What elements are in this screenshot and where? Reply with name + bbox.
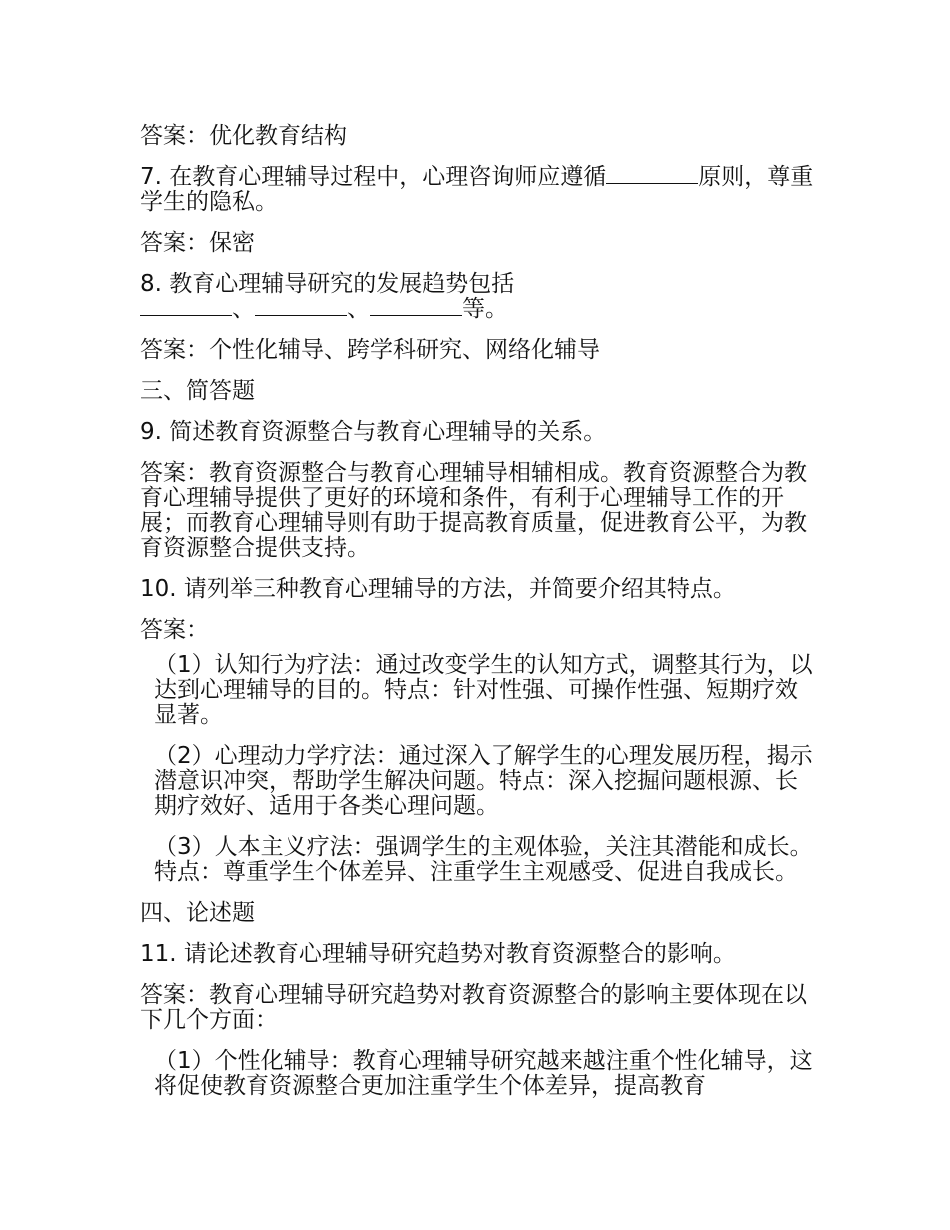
answer-9: 答案：教育资源整合与教育心理辅导相辅相成。教育资源整合为教育心理辅导提供了更好的环境和条件，有利于心理辅导工作的开展；而教育心理辅导则有助于提高教育质量，促进教育公平，为教育资源整合提供支持。 <box>140 460 807 561</box>
question-8 <box>140 272 820 322</box>
answer-11: 答案：教育心理辅导研究趋势对教育资源整合的影响主要体现在以下几个方面： <box>140 982 807 1033</box>
document-page <box>140 124 820 1115</box>
fill-blank <box>370 297 462 316</box>
answer-7: 答案：保密 <box>140 230 255 256</box>
answer-8: 答案：个性化辅导、跨学科研究、网络化辅导 <box>140 337 600 363</box>
question-7-text-end: 原则，尊重学生的隐私。 <box>140 164 814 215</box>
fill-blank <box>140 297 232 316</box>
answer-10-label: 答案： <box>140 617 209 643</box>
fill-blank <box>606 165 698 184</box>
question-9: 9. 简述教育资源整合与教育心理辅导的关系。 <box>140 419 607 445</box>
answer-11-item-1: （1）个性化辅导：教育心理辅导研究越来越注重个性化辅导，这将促使教育资源整合更加注重学生个体差异，提高教育 <box>154 1048 813 1099</box>
question-7 <box>140 165 820 215</box>
answer-10-item-1: （1）认知行为疗法：通过改变学生的认知方式，调整其行为，以达到心理辅导的目的。特点：针对性强、可操作性强、短期疗效显著。 <box>154 652 813 728</box>
question-7-text: 7. 在教育心理辅导过程中，心理咨询师应遵循 <box>140 164 607 190</box>
question-11: 11. 请论述教育心理辅导研究趋势对教育资源整合的影响。 <box>140 941 736 967</box>
separator: 、 <box>232 296 255 322</box>
separator: 、 <box>347 296 370 322</box>
answer-6: 答案：优化教育结构 <box>140 123 347 149</box>
question-8-text-end: 等。 <box>462 296 508 322</box>
fill-blank <box>255 297 347 316</box>
answer-10-item-3: （3）人本主义疗法：强调学生的主观体验，关注其潜能和成长。特点：尊重学生个体差异、注重学生主观感受、促进自我成长。 <box>154 834 813 885</box>
answer-10-item-2: （2）心理动力学疗法：通过深入了解学生的心理发展历程，揭示潜意识冲突，帮助学生解决问题。特点：深入挖掘问题根源、长期疗效好、适用于各类心理问题。 <box>154 743 813 819</box>
section-heading-3: 三、简答题 <box>140 378 255 404</box>
question-8-text: 8. 教育心理辅导研究的发展趋势包括 <box>140 271 515 297</box>
section-heading-4: 四、论述题 <box>140 900 255 926</box>
question-10: 10. 请列举三种教育心理辅导的方法，并简要介绍其特点。 <box>140 576 736 602</box>
